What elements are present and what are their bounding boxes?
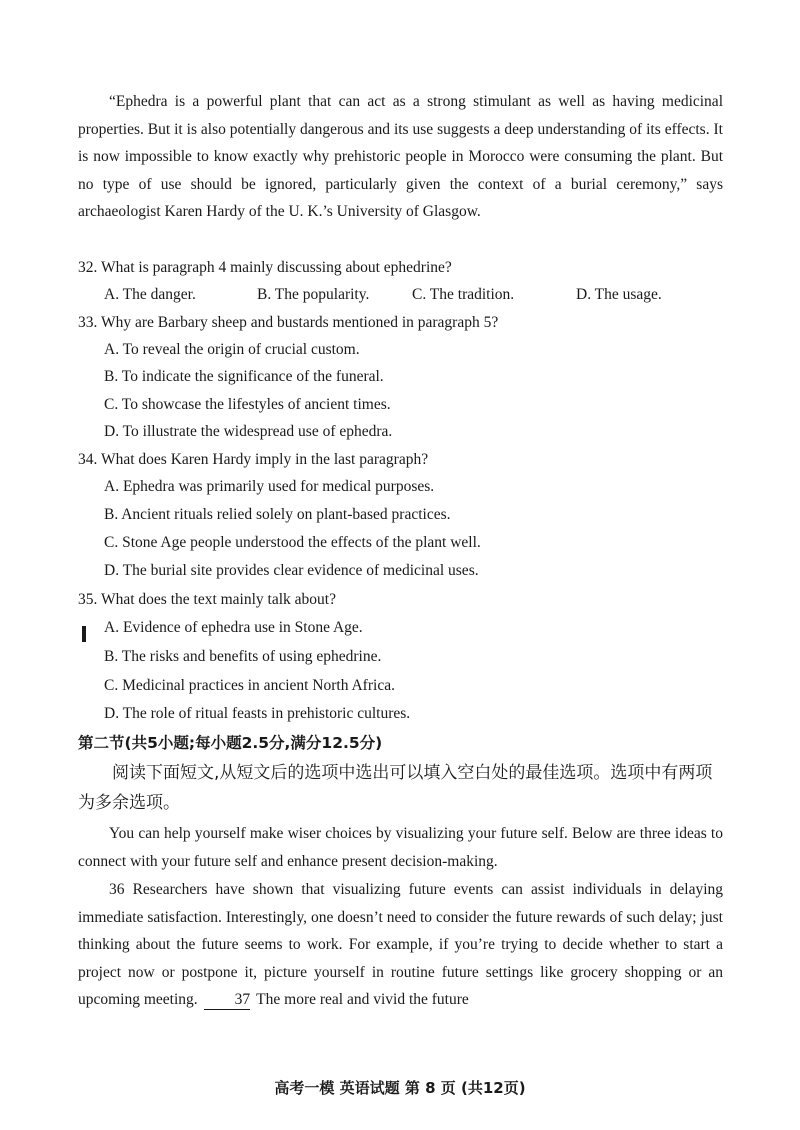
section-2-heading: 第二节(共5小题;每小题2.5分,满分12.5分) bbox=[78, 734, 383, 752]
q35-option-c: C. Medicinal practices in ancient North Africa. bbox=[104, 677, 395, 694]
q33-option-b: B. To indicate the significance of the funeral. bbox=[104, 368, 384, 385]
q33-option-a: A. To reveal the origin of crucial custom. bbox=[104, 341, 360, 358]
question-35: 35. What does the text mainly talk about? bbox=[78, 591, 336, 608]
paragraph-36 bbox=[78, 876, 723, 1014]
q35-option-d: D. The role of ritual feasts in prehistoric cultures. bbox=[104, 705, 411, 722]
q33-option-c: C. To showcase the lifestyles of ancient times. bbox=[104, 396, 391, 413]
blank-37: 37 bbox=[204, 991, 251, 1010]
q35-option-a: A. Evidence of ephedra use in Stone Age. bbox=[104, 619, 363, 636]
section-2-instruction: 阅读下面短文,从短文后的选项中选出可以填入空白处的最佳选项。选项中有两项为多余选项。 bbox=[78, 763, 713, 813]
question-33: 33. Why are Barbary sheep and bustards mentioned in paragraph 5? bbox=[78, 314, 499, 331]
q34-option-c: C. Stone Age people understood the effects of the plant well. bbox=[104, 534, 481, 551]
q34-option-b: B. Ancient rituals relied solely on plant-based practices. bbox=[104, 506, 451, 523]
q35-option-b: B. The risks and benefits of using ephedrine. bbox=[104, 648, 382, 665]
q34-option-d: D. The burial site provides clear evidence of medicinal uses. bbox=[104, 562, 479, 579]
blank-36-label: 36 bbox=[109, 881, 125, 898]
margin-mark bbox=[82, 626, 86, 642]
question-34: 34. What does Karen Hardy imply in the last paragraph? bbox=[78, 451, 429, 468]
quote-paragraph: “Ephedra is a powerful plant that can act as a strong stimulant as well as having medicinal properties. But it is also potentially dangerous and its use suggests a deep understanding of its effects. It is now impossible to know exactly why prehistoric people in Morocco were consuming the plant. But no type of use should be ignored, particularly given the context of a burial ceremony,” says archaeologist Karen Hardy of the U. K.’s University of Glasgow. bbox=[78, 93, 723, 221]
q33-option-d: D. To illustrate the widespread use of ephedra. bbox=[104, 423, 393, 440]
q32-option-b: B. The popularity. bbox=[257, 286, 370, 303]
q32-option-c: C. The tradition. bbox=[412, 286, 515, 303]
question-32-options bbox=[104, 285, 684, 305]
intro-paragraph: You can help yourself make wiser choices by visualizing your future self. Below are three ideas to connect with your future self and enhance present decision-making. bbox=[78, 825, 723, 870]
q32-option-a: A. The danger. bbox=[104, 286, 196, 303]
paragraph-36-text: Researchers have shown that visualizing future events can assist individuals in delaying immediate satisfaction. Interestingly, one doesn’t need to consider the future rewards of such delay; just thinking about the future seems to work. For example, if you’re trying to decide whether to start a project now or postpone it, picture yourself in routine future settings like grocery shopping or an upcoming meeting. bbox=[78, 881, 724, 1009]
q34-option-a: A. Ephedra was primarily used for medical purposes. bbox=[104, 478, 435, 495]
paragraph-36-continuation: The more real and vivid the future bbox=[256, 991, 469, 1009]
question-32: 32. What is paragraph 4 mainly discussing about ephedrine? bbox=[78, 259, 452, 276]
page-footer: 高考一模 英语试题 第 8 页 (共12页) bbox=[274, 1079, 526, 1097]
q32-option-d: D. The usage. bbox=[576, 286, 662, 303]
